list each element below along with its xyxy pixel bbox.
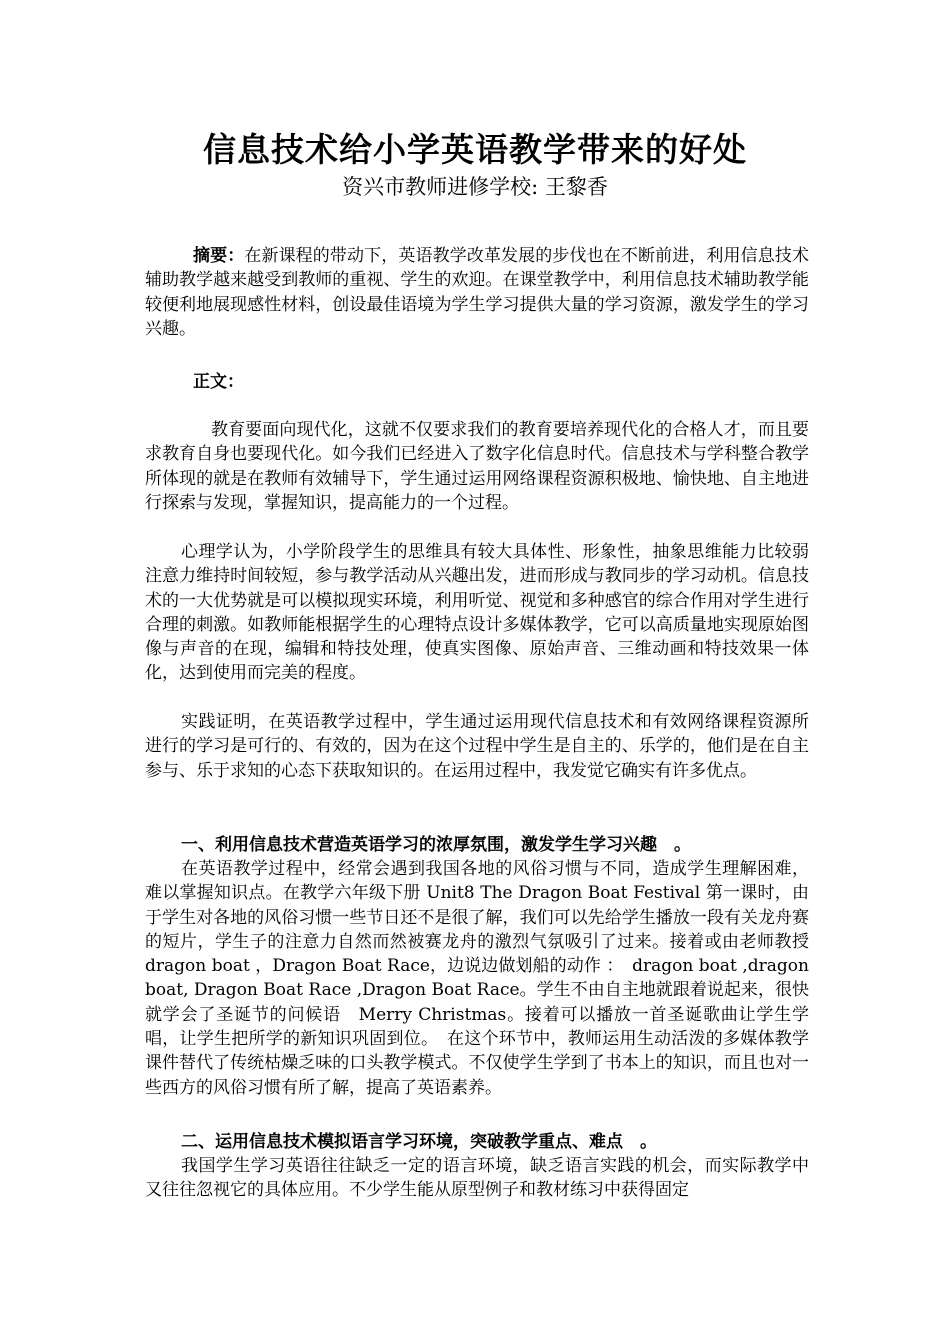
abstract-label: 摘要： bbox=[193, 246, 245, 266]
abstract-paragraph bbox=[145, 244, 809, 341]
body-paragraph-2: 心理学认为，小学阶段学生的思维具有较大具体性、形象性，抽象思维能力比较弱注意力维持时间较短，参与教学活动从兴趣出发，进而形成与教同步的学习动机。信息技术的一大优势就是可以模拟现实环境，利用听觉、视觉和多种感官的综合作用对学生进行合理的刺激。如教师能根据学生的心理特点设计多媒体教学，它可以高质量地实现原始图像与声音的在现，编辑和特技处理，使真实图像、原始声音、三维动画和特技效果一体化，达到使用而完美的程度。 bbox=[145, 542, 809, 684]
body-paragraph-5: 我国学生学习英语往往缺乏一定的语言环境，缺乏语言实践的机会，而实际教学中又往往忽视它的具体应用。不少学生能从原型例子和教材练习中获得固定 bbox=[145, 1156, 809, 1201]
section-heading-1: 一、利用信息技术营造英语学习的浓厚氛围，激发学生学习兴趣 。 bbox=[181, 835, 691, 855]
body-label: 正文： bbox=[193, 372, 244, 392]
abstract-text: 在新课程的带动下，英语教学改革发展的步伐也在不断前进，利用信息技术辅助教学越来越受到教师的重视、学生的欢迎。在课堂教学中，利用信息技术辅助教学能较便利地展现感性材料，创设最佳语境为学生学习提供大量的学习资源，激发学生的学习兴趣。 bbox=[145, 246, 809, 339]
body-paragraph-3: 实践证明，在英语教学过程中，学生通过运用现代信息技术和有效网络课程资源所进行的学习是可行的、有效的，因为在这个过程中学生是自主的、乐学的，他们是在自主参与、乐于求知的心态下获取知识的。在运用过程中，我发觉它确实有许多优点。 bbox=[145, 712, 809, 781]
section-heading-2: 二、运用信息技术模拟语言学习环境，突破教学重点、难点 。 bbox=[181, 1132, 657, 1152]
body-paragraph-4: 在英语教学过程中，经常会遇到我国各地的风俗习惯与不同，造成学生理解困难，难以掌握知识点。在教学六年级下册 Unit8 The Dragon Boat Festival 第一课时，由于学生对各地的风俗习惯一些节日还不是很了解，我们可以先给学生播放一段有关龙舟赛的短片，学生子的注意力自然而然被赛龙舟的激烈气氛吸引了过来。接着或由老师教授 dragon boat ，Dragon Boat Race，边说边做划船的动作 ： dragon boat ,dragon boat, Dragon Boat Race ,Dragon Boat Race。学生不由自主地就跟着说起来，很快就学会了圣诞节的问候语 Merry Christmas。接着可以播放一首圣诞歌曲让学生学唱，让学生把所学的新知识巩固到位。 在这个环节中，教师运用生动活泼的多媒体教学课件替代了传统枯燥乏味的口头教学模式。不仅使学生学到了书本上的知识，而且也对一些西方的风俗习惯有所了解，提高了英语素养。 bbox=[145, 859, 809, 1098]
body-paragraph-1: 教育要面向现代化，这就不仅要求我们的教育要培养现代化的合格人才，而且要求教育自身也要现代化。如今我们已经进入了数字化信息时代。信息技术与学科整合教学所体现的就是在教师有效辅导下，学生通过运用网络课程资源积极地、愉快地、自主地进行探索与发现，掌握知识，提高能力的一个过程。 bbox=[145, 420, 809, 513]
author-line: 资兴市教师进修学校: 王黎香 bbox=[342, 175, 608, 199]
document-title: 信息技术给小学英语教学带来的好处 bbox=[203, 130, 747, 169]
